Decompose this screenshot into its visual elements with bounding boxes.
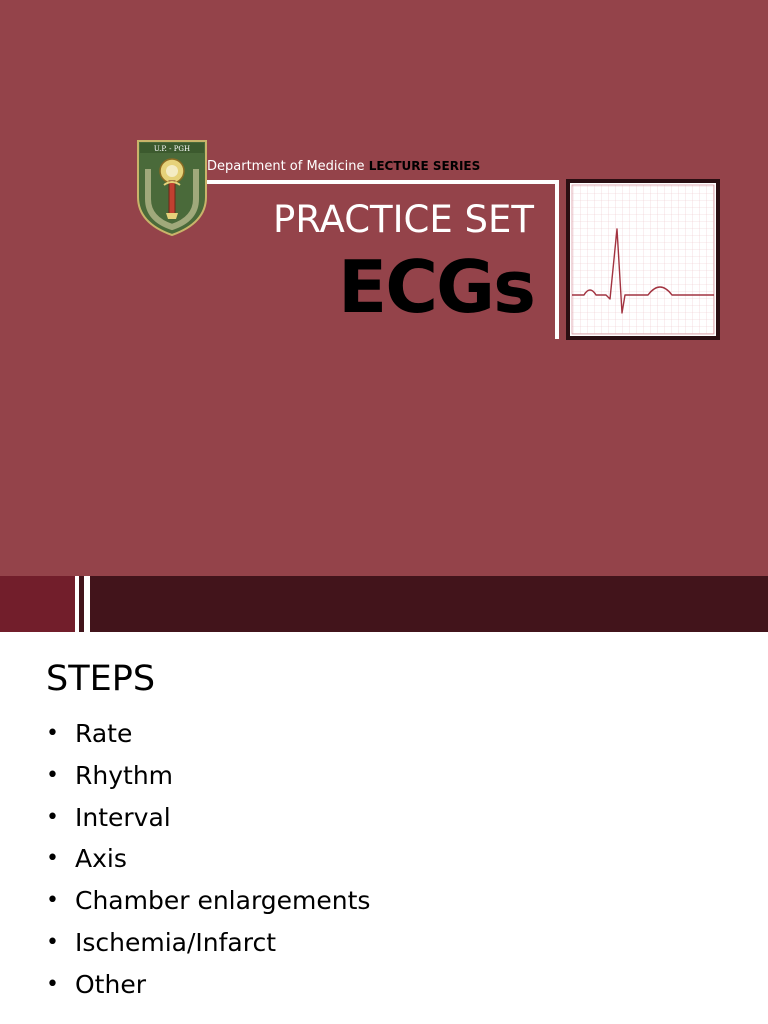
- steps-heading: STEPS: [46, 659, 156, 699]
- list-item-label: Chamber enlargements: [75, 886, 371, 916]
- bullet: •: [46, 971, 59, 997]
- department-label: Department of Medicine: [207, 159, 365, 174]
- list-item-label: Rate: [75, 719, 133, 748]
- page-title: ECGs: [338, 245, 534, 329]
- divider-stripe: [84, 576, 90, 632]
- department-seal-icon: [136, 139, 208, 237]
- divider-stripe: [75, 576, 79, 632]
- ecg-waveform-icon: [566, 179, 720, 340]
- bullet: •: [46, 721, 59, 746]
- bullet: •: [46, 888, 59, 914]
- divider-band-accent: [0, 576, 76, 632]
- department-line: [207, 157, 480, 176]
- seal-top-text: U.P. - PGH: [153, 145, 191, 153]
- list-item-label: Axis: [75, 844, 127, 874]
- list-item-label: Interval: [75, 802, 171, 832]
- bullet: •: [46, 804, 59, 830]
- bullet: •: [46, 762, 59, 788]
- subtitle: PRACTICE SET: [273, 198, 534, 241]
- title-rule-vertical: [555, 180, 559, 339]
- bullet: •: [46, 929, 59, 955]
- title-rule-horizontal: [207, 180, 559, 184]
- lecture-series-label: LECTURE SERIES: [368, 159, 481, 173]
- list-item-label: Rhythm: [75, 760, 174, 790]
- list-item-label: Other: [75, 969, 146, 999]
- divider-band: [0, 576, 768, 632]
- bullet: •: [46, 846, 59, 872]
- list-item-label: Ischemia/Infarct: [75, 927, 277, 957]
